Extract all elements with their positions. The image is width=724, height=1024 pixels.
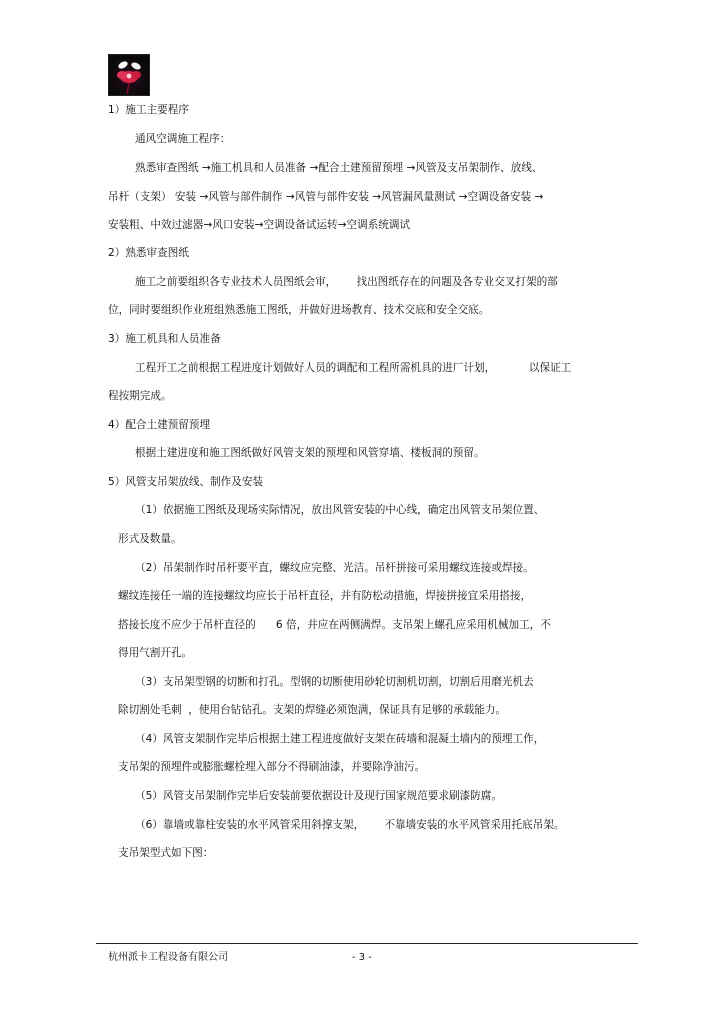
- paragraph-line: （3）支吊架型钢的切断和打孔。型钢的切断使用砂轮切割机切割，切割后用磨光机去: [135, 676, 534, 688]
- paragraph-line: 螺纹连接任一端的连接螺纹均应长于吊杆直径，并有防松动措施，焊接拼接宜采用搭接，: [118, 590, 532, 602]
- paragraph-line: 位，同时要组织作业班组熟悉施工图纸，并做好进场教育、技术交底和安全交底。: [108, 304, 490, 316]
- footer-divider: [96, 943, 638, 944]
- paragraph-line: （6）靠墙或靠柱安装的水平风管采用斜撑支架， 不靠墙安装的水平风管采用托底吊架。: [135, 819, 565, 831]
- paragraph-line: 得用气割开孔。: [118, 647, 193, 659]
- paragraph-line: （2）吊架制作时吊杆要平直，螺纹应完整、光洁。吊杆拼接可采用螺纹连接或焊接。: [135, 562, 534, 574]
- flower-logo-icon: [108, 54, 150, 96]
- heading-4: 4）配合土建预留预埋: [108, 419, 211, 431]
- heading-5: 5）风管支吊架放线、制作及安装: [108, 476, 264, 488]
- paragraph-line: 搭接长度不应少于吊杆直径的 6 倍，并应在两侧满焊。支吊架上螺孔应采用机械加工，不: [118, 619, 551, 631]
- heading-2: 2）熟悉审查图纸: [108, 247, 189, 259]
- paragraph-line: （4）风管支架制作完毕后根据土建工程进度做好支架在砖墙和混凝土墙内的预埋工作，: [135, 733, 545, 745]
- paragraph-line: 支吊架的预埋件或膨胀螺栓埋入部分不得刷油漆，并要除净油污。: [118, 761, 426, 773]
- heading-3: 3）施工机具和人员准备: [108, 333, 221, 345]
- footer-company: 杭州派卡工程设备有限公司: [108, 952, 228, 963]
- heading-1: 1）施工主要程序: [108, 104, 189, 116]
- paragraph-line: 通风空调施工程序：: [135, 133, 231, 145]
- paragraph-line: 施工之前要组织各专业技术人员图纸会审， 找出图纸存在的问题及各专业交叉打架的部: [135, 276, 558, 288]
- paragraph-line: 熟悉审查图纸 →施工机具和人员准备 →配合土建预留预埋 →风管及支吊架制作、放线、: [135, 162, 543, 174]
- paragraph-line: 程按期完成。: [108, 390, 172, 402]
- page-number: - 3 -: [352, 952, 372, 963]
- paragraph-line: 支吊架型式如下图：: [118, 847, 214, 859]
- paragraph-line: 吊杆（支架） 安装 →风管与部件制作 →风管与部件安装 →风管漏风量测试 →空调设备安装 →: [108, 191, 544, 203]
- paragraph-line: 安装粗、中效过滤器→风口安装→空调设备试运转→空调系统调试: [108, 219, 411, 231]
- paragraph-line: 根据土建进度和施工图纸做好风管支架的预埋和风管穿墙、楼板洞的预留。: [135, 447, 485, 459]
- paragraph-line: 工程开工之前根据工程进度计划做好人员的调配和工程所需机具的进厂计划， 以保证工: [135, 362, 572, 374]
- paragraph-line: 除切割处毛刺 ，使用台钻钻孔。支架的焊缝必须饱满，保证具有足够的承载能力。: [118, 704, 507, 716]
- paragraph-line: （5）风管支吊架制作完毕后安装前要依据设计及现行国家规范要求刷漆防腐。: [135, 790, 502, 802]
- paragraph-line: （1）依据施工图纸及现场实际情况，放出风管安装的中心线，确定出风管支吊架位置、: [135, 504, 545, 516]
- paragraph-line: 形式及数量。: [118, 533, 182, 545]
